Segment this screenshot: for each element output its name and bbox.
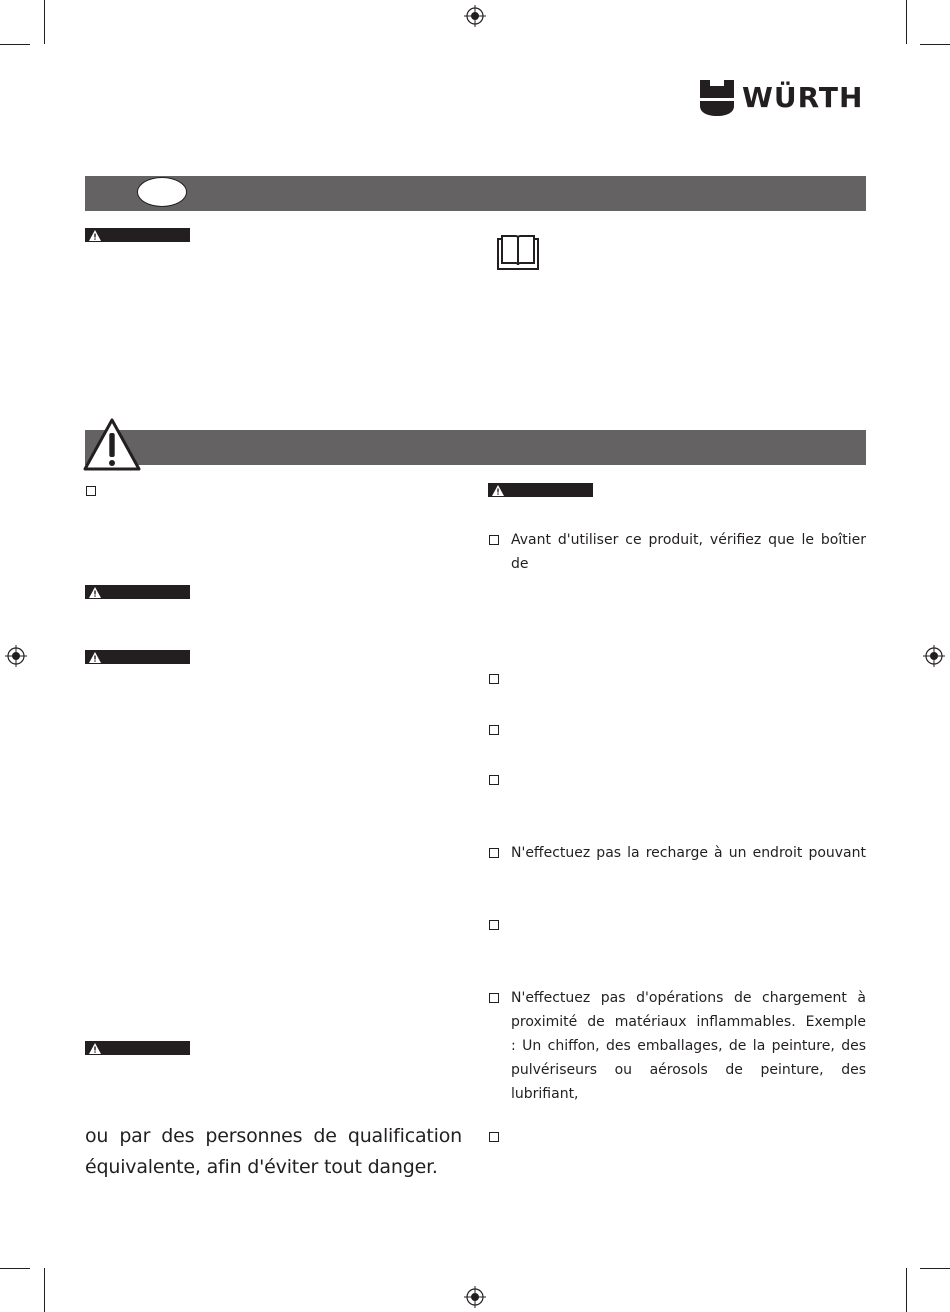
checkbox-bullet	[489, 535, 499, 545]
section-header-bar	[85, 176, 866, 211]
checkbox-bullet	[489, 848, 499, 858]
checkbox-bullet	[489, 993, 499, 1003]
language-oval	[137, 177, 187, 207]
checkbox-bullet	[489, 775, 499, 785]
item-recharge-text: N'effectuez pas la recharge à un endroit pouvant	[511, 845, 866, 861]
registration-mark-icon	[923, 645, 945, 667]
checkbox-bullet	[489, 1132, 499, 1142]
closing-line-2: équivalente, afin d'éviter tout danger.	[85, 1156, 438, 1178]
checkbox-bullet	[489, 674, 499, 684]
crop-mark-top-left-h	[0, 44, 30, 45]
manual-book-icon	[497, 235, 539, 271]
crop-mark-bottom-left-h	[0, 1268, 30, 1269]
warning-triangle-icon	[89, 1043, 101, 1054]
warning-label	[85, 585, 190, 599]
crop-mark-bottom-right	[906, 1268, 907, 1312]
crop-mark-top-right	[906, 0, 907, 44]
item-chargement-line-1: N'effectuez pas d'opérations de chargement à	[511, 990, 866, 1006]
warning-triangle-icon	[89, 652, 101, 663]
checkbox-bullet	[489, 920, 499, 930]
crop-mark-top-left	[44, 0, 45, 44]
item-avant-text: Avant d'utiliser ce produit, vérifiez que le boîtier de	[511, 532, 866, 572]
brand-name: WÜRTH	[742, 81, 864, 114]
safety-section-bar	[85, 430, 866, 465]
registration-mark-icon	[464, 5, 486, 27]
warning-triangle-icon	[492, 485, 504, 496]
brand-logo	[700, 80, 863, 116]
registration-mark-icon	[5, 645, 27, 667]
warning-label	[488, 483, 593, 497]
crop-mark-top-right-h	[920, 44, 950, 45]
item-chargement-line-2: proximité de matériaux inflammables. Exemple	[511, 1014, 866, 1030]
registration-mark-icon	[464, 1286, 486, 1308]
warning-triangle-icon	[89, 587, 101, 598]
closing-line-1: ou par des personnes de qualification	[85, 1125, 462, 1147]
item-chargement-line-4: pulvériseurs ou aérosols de peinture, des lubrifiant,	[511, 1062, 866, 1102]
warning-label	[85, 1041, 190, 1055]
warning-triangle-icon	[82, 417, 142, 473]
item-chargement-line-3: : Un chiffon, des emballages, de la peinture, des	[511, 1038, 866, 1054]
warning-triangle-icon	[89, 230, 101, 241]
warning-label	[85, 228, 190, 242]
warning-label	[85, 650, 190, 664]
checkbox-bullet	[86, 486, 96, 496]
crop-mark-bottom-left	[44, 1268, 45, 1312]
wurth-logo-icon	[700, 80, 734, 116]
crop-mark-bottom-right-h	[920, 1268, 950, 1269]
checkbox-bullet	[489, 725, 499, 735]
